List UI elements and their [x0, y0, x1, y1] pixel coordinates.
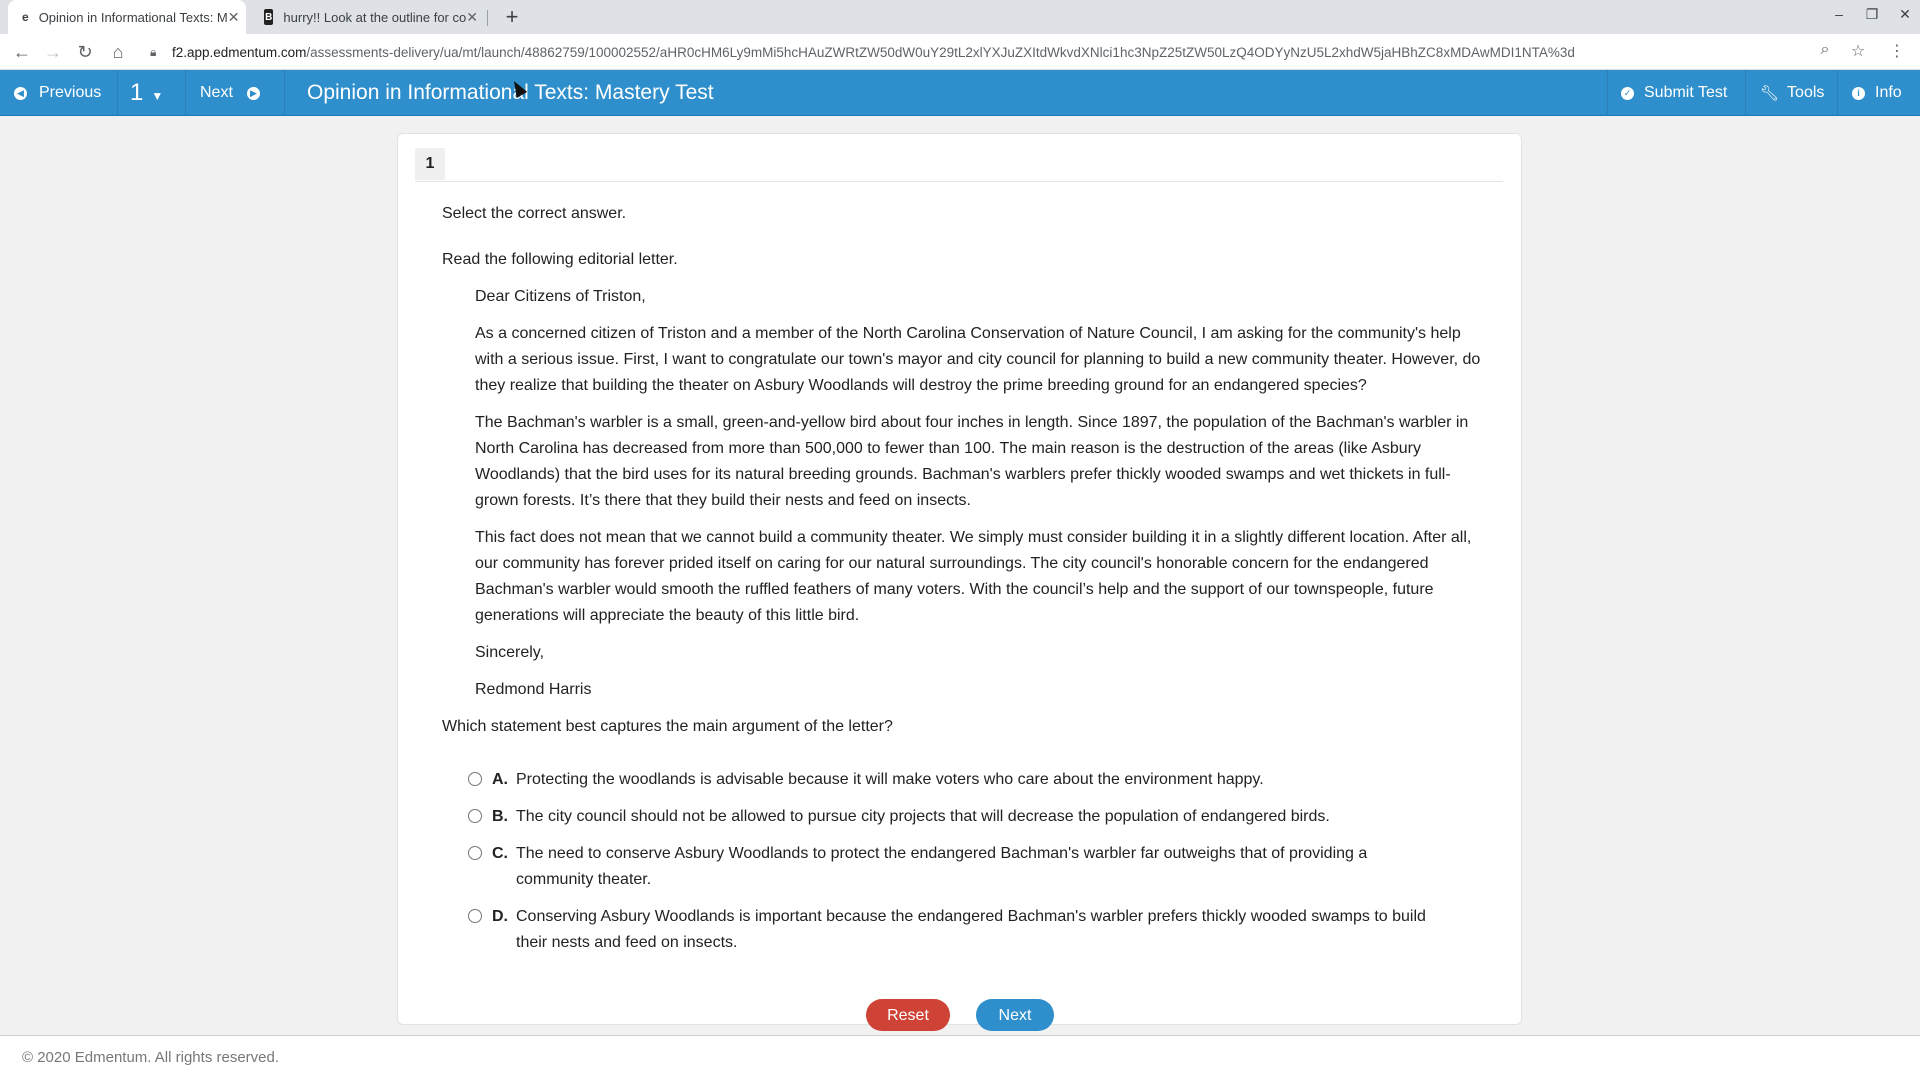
test-title: [307, 70, 714, 116]
next-arrow-icon: ▶: [247, 87, 260, 100]
brainly-favicon-icon: B: [264, 9, 273, 25]
question-prompt: Which statement best captures the main argument of the letter?: [442, 718, 893, 735]
answer-option-c[interactable]: [468, 841, 1426, 893]
check-circle-icon: ✓: [1621, 87, 1634, 100]
answer-option-a[interactable]: [468, 767, 1426, 793]
option-letter: D.: [492, 908, 508, 925]
question-number: 1: [130, 79, 144, 106]
url-host: f2.app.edmentum.com: [172, 44, 307, 60]
address-bar[interactable]: [140, 38, 1880, 66]
info-button[interactable]: [1852, 70, 1902, 116]
browser-toolbar: [0, 34, 1920, 70]
option-letter: C.: [492, 845, 508, 862]
forward-icon[interactable]: →: [44, 42, 62, 62]
question-card: [397, 133, 1522, 1025]
next-header-button[interactable]: [200, 70, 260, 116]
header-divider: [185, 70, 186, 116]
letter-signature: Redmond Harris: [475, 681, 592, 698]
url-path: /assessments-delivery/ua/mt/launch/48862759/100002552/aHR0cHM6Ly9mMi5hcHAuZWRtZW50dW0uY29tL2xlYXJuZXItdWkvdXNlci1hc3NpZ25tZW50LzQ4ODYyNzU5L2xhdW5jaHBhZC8xMDAwMDI1NTA%3d: [306, 44, 1575, 60]
radio-button[interactable]: [468, 772, 482, 786]
home-icon[interactable]: ⌂: [112, 42, 124, 62]
intro-text: Read the following editorial letter.: [442, 251, 678, 268]
test-header-bar: [0, 70, 1920, 116]
tab-title: Opinion in Informational Texts: M: [38, 9, 228, 25]
answer-option-b[interactable]: [468, 804, 1426, 830]
letter-paragraph: This fact does not mean that we cannot build a community theater. We simply must consider building it in a slightly different location. After all, our community has forever prided itself on caring for our natural surroundings. The city council's honorable concern for the endangered Bachman's warbler would smooth the ruffled feathers of many voters. With the council’s help and the support of our townspeople, future generations will appreciate the beauty of this little bird.: [475, 529, 1472, 624]
radio-button[interactable]: [468, 909, 482, 923]
restore-icon[interactable]: ❐: [1865, 6, 1879, 22]
browser-menu-icon[interactable]: ⋮: [1889, 43, 1905, 60]
tools-button[interactable]: [1760, 70, 1824, 116]
test-title-text: Opinion in Informational Texts: Mastery Test: [307, 81, 714, 104]
divider: [415, 181, 1503, 182]
next-label: Next: [200, 84, 233, 101]
lock-icon: 🔒︎: [150, 44, 157, 59]
option-text: The need to conserve Asbury Woodlands to protect the endangered Bachman's warbler far outweighs that of providing a community theater.: [516, 845, 1368, 888]
edmentum-favicon-icon: e: [22, 10, 29, 24]
next-button[interactable]: Next: [976, 999, 1054, 1031]
close-tab-icon[interactable]: ✕: [227, 8, 240, 25]
submit-label: Submit Test: [1644, 84, 1728, 101]
previous-arrow-icon: ◀: [14, 87, 27, 100]
info-icon: i: [1852, 87, 1865, 100]
chevron-down-icon: ▼: [151, 89, 164, 103]
tab-separator: [487, 10, 488, 26]
instruction-text: Select the correct answer.: [442, 205, 627, 222]
header-divider: [1607, 70, 1608, 116]
letter-closing: Sincerely,: [475, 644, 545, 661]
page-footer: [0, 1035, 1920, 1080]
browser-tabstrip: [0, 0, 1920, 34]
option-letter: A.: [492, 771, 508, 788]
close-tab-icon[interactable]: ✕: [466, 8, 478, 25]
zoom-icon[interactable]: ⌕: [1820, 41, 1830, 58]
radio-button[interactable]: [468, 809, 482, 823]
close-window-icon[interactable]: ✕: [1899, 6, 1911, 22]
header-divider: [1745, 70, 1746, 116]
option-text: Protecting the woodlands is advisable because it will make voters who care about the environment happy.: [516, 771, 1264, 788]
browser-tab-active[interactable]: [8, 0, 246, 34]
copyright-text: © 2020 Edmentum. All rights reserved.: [22, 1049, 280, 1066]
submit-test-button[interactable]: [1621, 70, 1727, 116]
option-letter: B.: [492, 808, 508, 825]
tab-title: hurry!! Look at the outline for co: [283, 9, 467, 25]
radio-button[interactable]: [468, 846, 482, 860]
header-divider: [1837, 70, 1838, 116]
answer-option-d[interactable]: [468, 904, 1426, 956]
letter-paragraph: The Bachman's warbler is a small, green-and-yellow bird about four inches in length. Since 1897, the population of the Bachman's warbler in North Carolina has decreased from more than 500,000 to fewer than 100. The main reason is the destruction of the areas (like Asbury Woodlands) that the bird uses for its natural breeding grounds. Bachman's warblers prefer thickly wooded swamps and wet thickets in full-grown forests. It’s there that they build their nests and feed on insects.: [475, 414, 1469, 509]
browser-tab-2[interactable]: [250, 0, 486, 34]
info-label: Info: [1875, 84, 1902, 101]
letter-salutation: Dear Citizens of Triston,: [475, 288, 646, 305]
reload-icon[interactable]: ↻: [77, 42, 93, 62]
bookmark-star-icon[interactable]: ☆: [1850, 43, 1866, 60]
header-divider: [284, 70, 285, 116]
question-selector[interactable]: [130, 70, 163, 116]
header-divider: [117, 70, 118, 116]
previous-label: Previous: [39, 84, 102, 101]
question-number-tab: 1: [415, 148, 445, 180]
wrench-icon: 🔧︎: [1760, 85, 1780, 102]
minimize-icon[interactable]: –: [1835, 6, 1843, 22]
option-text: The city council should not be allowed to pursue city projects that will decrease the population of endangered birds.: [516, 808, 1330, 825]
letter-paragraph: As a concerned citizen of Triston and a member of the North Carolina Conservation of Nature Council, I am asking for the community's help with a serious issue. First, I want to congratulate our town's mayor and city council for planning to build a new community theater. However, do they realize that building the theater on Asbury Woodlands will destroy the prime breeding ground for an endangered species?: [475, 325, 1481, 394]
tools-label: Tools: [1787, 84, 1825, 101]
new-tab-icon[interactable]: +: [505, 4, 519, 29]
back-icon[interactable]: ←: [13, 42, 31, 62]
option-text: Conserving Asbury Woodlands is important because the endangered Bachman's warbler prefers thickly wooded swamps to build their nests and feed on insects.: [516, 908, 1426, 951]
reset-button[interactable]: Reset: [866, 999, 950, 1031]
previous-button[interactable]: [14, 70, 101, 116]
